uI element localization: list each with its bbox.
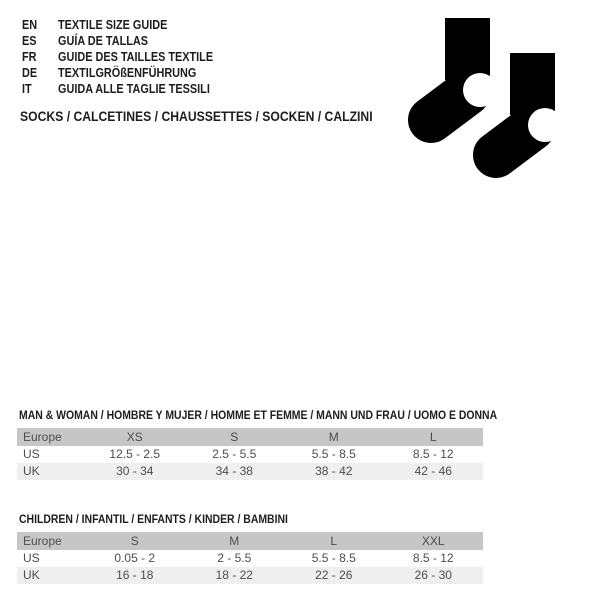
size-value-cell: 8.5 - 12 [412, 551, 454, 565]
size-value-cell: 8.5 - 12 [412, 447, 454, 461]
adults-size-table [17, 428, 483, 480]
size-value-cell: 5.5 - 8.5 [311, 447, 356, 461]
language-row-de [22, 65, 236, 81]
sock-heel-cutout [463, 73, 497, 107]
table-row-us [17, 446, 483, 463]
language-row-fr [22, 49, 236, 65]
language-row-en [22, 17, 236, 33]
size-value-cell: 0.05 - 2 [114, 551, 156, 565]
size-value-cell: 5.5 - 8.5 [311, 551, 356, 565]
header-cell-size: M [229, 534, 240, 548]
language-label: GUIDA ALLE TAGLIE TESSILI [58, 82, 210, 96]
header-cell-size: XXL [421, 534, 445, 548]
adults-table-title [19, 408, 569, 422]
size-value-cell: 30 - 34 [116, 464, 154, 478]
children-size-table [17, 532, 483, 584]
language-list [22, 17, 236, 97]
sock-foot [496, 128, 532, 155]
sock-heel-cutout [528, 108, 562, 142]
header-cell-size: S [230, 430, 239, 444]
language-code: DE [22, 66, 38, 80]
table-row-uk [17, 463, 483, 480]
header-cell-size: L [429, 430, 437, 444]
header-cell-size: M [328, 430, 339, 444]
adults-table-title-text: MAN & WOMAN / HOMBRE Y MUJER / HOMME ET FEMME / MANN UND FRAU / UOMO E DONNA [19, 408, 498, 422]
size-value-cell: 26 - 30 [414, 568, 452, 582]
table-header-row [17, 428, 483, 446]
table-row-uk [17, 567, 483, 584]
sock-back [431, 18, 497, 120]
header-cell-region: Europe [23, 430, 62, 444]
size-value-cell: 34 - 38 [215, 464, 253, 478]
size-value-cell: 18 - 22 [215, 568, 253, 582]
header-cell-size: L [330, 534, 338, 548]
row-label-cell: UK [23, 568, 40, 582]
sock-foot [431, 93, 467, 120]
size-value-cell: 38 - 42 [315, 464, 353, 478]
language-code: EN [22, 18, 38, 32]
header-cell-size: XS [126, 430, 143, 444]
size-value-cell: 42 - 46 [414, 464, 452, 478]
socks-icon [402, 12, 562, 190]
children-table-title [19, 512, 328, 526]
size-value-cell: 12.5 - 2.5 [109, 447, 161, 461]
header-cell-region: Europe [23, 534, 62, 548]
size-value-cell: 2.5 - 5.5 [212, 447, 257, 461]
table-header-row [17, 532, 483, 550]
row-label-cell: UK [23, 464, 40, 478]
language-label: TEXTILGRÖßENFÜHRUNG [58, 66, 197, 80]
table-row-us [17, 550, 483, 567]
row-label-cell: US [23, 551, 40, 565]
language-label: TEXTILE SIZE GUIDE [58, 18, 168, 32]
size-value-cell: 22 - 26 [315, 568, 353, 582]
size-value-cell: 2 - 5.5 [217, 551, 252, 565]
language-code: IT [22, 82, 32, 96]
language-label: GUÍA DE TALLAS [58, 34, 149, 48]
language-row-es [22, 33, 236, 49]
language-code: ES [22, 34, 37, 48]
row-label-cell: US [23, 447, 40, 461]
header-cell-size: S [130, 534, 139, 548]
sock-front [496, 48, 562, 155]
size-value-cell: 16 - 18 [116, 568, 154, 582]
category-title-text: SOCKS / CALCETINES / CHAUSSETTES / SOCKEN / CALZINI [20, 108, 373, 124]
language-row-it [22, 81, 236, 97]
category-title [20, 109, 425, 124]
children-table-title-text: CHILDREN / INFANTIL / ENFANTS / KINDER / BAMBINI [19, 512, 288, 526]
language-label: GUIDE DES TAILLES TEXTILE [58, 50, 214, 64]
language-code: FR [22, 50, 37, 64]
